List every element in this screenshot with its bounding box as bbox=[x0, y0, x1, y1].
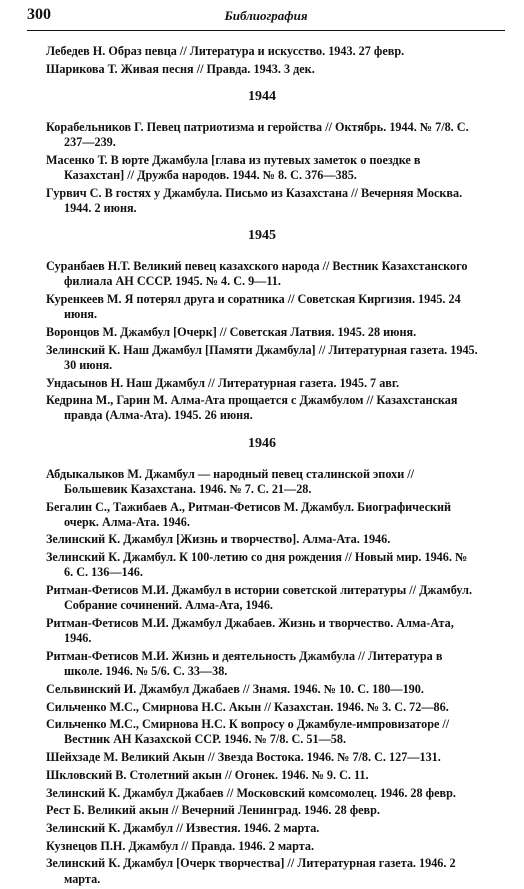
bibliography-entry: Воронцов М. Джамбул [Очерк] // Советская Латвия. 1945. 28 июня. bbox=[46, 324, 417, 339]
bibliography-entry: Зелинский К. Джамбул [Очерк творчества] // Литературная газета. 1946. 2 марта. bbox=[46, 856, 456, 886]
bibliography-entry: Сильченко М.С., Смирнова Н.С. К вопросу о Джамбуле-импровизаторе // Вестник АН Казахской ССР. 1946. № 7/8. С. 51—58. bbox=[46, 717, 450, 747]
bibliography-entry: Ритман-Фетисов М.И. Жизнь и деятельность Джамбула // Литература в школе. 1946. № 5/6. С. 33—38. bbox=[46, 648, 443, 679]
page-header bbox=[27, 6, 505, 31]
bibliography-entry: Суранбаев Н.Т. Великий певец казахского народа // Вестник Казахстанского филиала АН СССР. 1945. № 4. С. 9—11. bbox=[46, 259, 468, 289]
bibliography-entry: Лебедев Н. Образ певца // Литература и искусство. 1943. 27 февр. bbox=[46, 44, 405, 58]
bibliography-entry: Кузнецов П.Н. Джамбул // Правда. 1946. 2 марта. bbox=[46, 838, 315, 853]
bibliography-entry: Сильченко М.С., Смирнова Н.С. Акын // Казахстан. 1946. № 3. С. 72—86. bbox=[46, 699, 449, 714]
bibliography-entry: Зелинский К. Джамбул Джабаев // Московский комсомолец. 1946. 28 февр. bbox=[46, 785, 456, 800]
bibliography-entry: Ритман-Фетисов М.И. Джамбул Джабаев. Жизнь и творчество. Алма-Ата, 1946. bbox=[46, 615, 454, 646]
bibliography-entry: Ритман-Фетисов М.И. Джамбул в истории советской литературы // Джамбул. Собрание сочинений. Алма-Ата, 1946. bbox=[46, 583, 473, 613]
bibliography-entry: Куренкеев М. Я потерял друга и соратника // Советская Киргизия. 1945. 24 июня. bbox=[46, 292, 461, 322]
page-number: 300 bbox=[27, 6, 51, 23]
year-heading: 1945 bbox=[248, 228, 276, 244]
bibliography-entry: Сельвинский И. Джамбул Джабаев // Знамя. 1946. № 10. С. 180—190. bbox=[46, 681, 424, 696]
bibliography-entry: Зелинский К. Джамбул. К 100-летию со дня рождения // Новый мир. 1946. № 6. С. 136—146. bbox=[46, 550, 468, 580]
bibliography-entry: Ундасынов Н. Наш Джамбул // Литературная газета. 1945. 7 авг. bbox=[46, 375, 400, 390]
bibliography-entry: Шкловский В. Столетний акын // Огонек. 1946. № 9. С. 11. bbox=[46, 767, 369, 782]
bibliography-entry: Абдыкалыков М. Джамбул — народный певец сталинской эпохи // Большевик Казахстана. 1946. № 7. С. 21—28. bbox=[46, 466, 415, 496]
bibliography-entry: Бегалин С., Тажибаев А., Ритман-Фетисов М. Джамбул. Биографический очерк. Алма-Ата. 1946. bbox=[46, 499, 452, 529]
bibliography-entry: Рест Б. Великий акын // Вечерний Ленинград. 1946. 28 февр. bbox=[46, 803, 380, 818]
bibliography-entry: Шарикова Т. Живая песня // Правда. 1943. 3 дек. bbox=[46, 61, 315, 76]
year-heading: 1944 bbox=[248, 88, 276, 104]
year-heading: 1946 bbox=[248, 435, 276, 451]
bibliography-entry: Зелинский К. Джамбул // Известия. 1946. 2 марта. bbox=[46, 820, 320, 835]
bibliography-entry: Зелинский К. Джамбул [Жизнь и творчество]. Алма-Ата. 1946. bbox=[46, 532, 391, 547]
bibliography-entry: Гурвич С. В гостях у Джамбула. Письмо из Казахстана // Вечерняя Москва. 1944. 2 июня. bbox=[46, 185, 463, 215]
bibliography-entry: Кедрина М., Гарин М. Алма-Ата прощается с Джамбулом // Казахстанская правда (Алма-Ата). 1945. 26 июня. bbox=[46, 393, 458, 423]
bibliography-entry: Зелинский К. Наш Джамбул [Памяти Джамбула] // Литературная газета. 1945. 30 июня. bbox=[46, 342, 478, 372]
bibliography-entry: Шейхзаде М. Великий Акын // Звезда Востока. 1946. № 7/8. С. 127—131. bbox=[46, 750, 441, 765]
bibliography-entry: Корабельников Г. Певец патриотизма и геройства // Октябрь. 1944. № 7/8. С. 237—239. bbox=[46, 119, 469, 150]
running-title: Библиография bbox=[224, 8, 308, 23]
bibliography-entry: Масенко Т. В юрте Джамбула [глава из путевых заметок о поездке в Казахстан] // Дружба народов. 1944. № 8. С. 376—385. bbox=[46, 152, 421, 183]
bibliography-body bbox=[46, 44, 478, 889]
